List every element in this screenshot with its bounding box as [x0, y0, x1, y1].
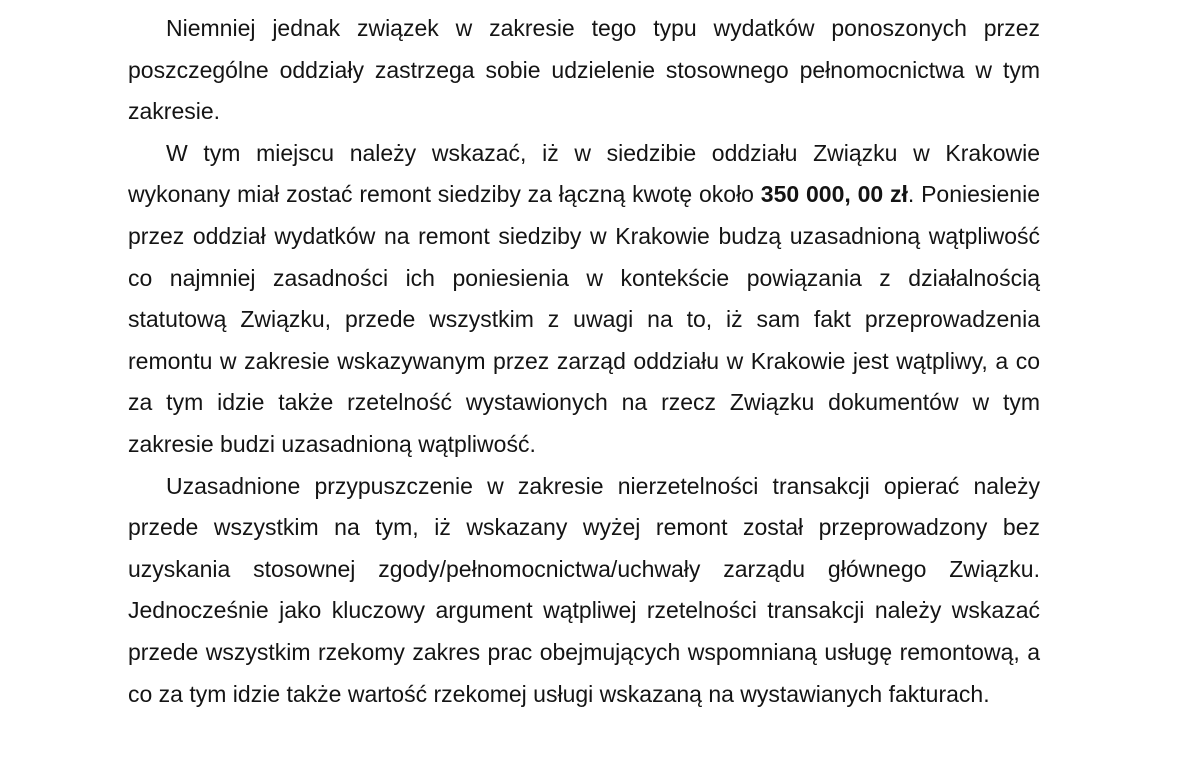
paragraph-1-text: Niemniej jednak związek w zakresie tego typu wydatków ponoszonych przez poszczególne oddziały zastrzega sobie udzielenie stosownego pełnomocnictwa w tym zakresie. — [128, 15, 1040, 125]
paragraph-1 — [128, 8, 1040, 133]
amount-value: 350 000, 00 zł — [760, 181, 908, 208]
paragraph-2 — [128, 133, 1040, 466]
paragraph-3-text: Uzasadnione przypuszczenie w zakresie nierzetelności transakcji opierać należy przede wszystkim na tym, iż wskazany wyżej remont został przeprowadzony bez uzyskania stosownej zgody/pełnomocnictwa/uchwały zarządu głównego Związku. Jednocześnie jako kluczowy argument wątpliwej rzetelności transakcji należy wskazać przede wszystkim rzekomy zakres prac obejmujących wspomnianą usługę remontową, a co za tym idzie także wartość rzekomej usługi wskazaną na wystawianych fakturach. — [128, 472, 1040, 707]
paragraph-2-text-after: . Poniesienie przez oddział wydatków na remont siedziby w Krakowie budzą uzasadnioną wątpliwość co najmniej zasadności ich poniesienia w kontekście powiązania z działalnością statutową Związku, przede wszystkim z uwagi na to, iż sam fakt przeprowadzenia remontu w zakresie wskazywanym przez zarząd oddziału w Krakowie jest wątpliwy, a co za tym idzie także rzetelność wystawionych na rzecz Związku dokumentów w tym zakresie budzi uzasadnioną wątpliwość. — [128, 181, 1041, 457]
paragraph-3 — [128, 466, 1040, 716]
document-page — [128, 8, 1040, 715]
paragraph-2-text-before: W tym miejscu należy wskazać, iż w siedzibie oddziału Związku w Krakowie wykonany miał zostać remont siedziby za łączną kwotę około — [128, 139, 1040, 208]
